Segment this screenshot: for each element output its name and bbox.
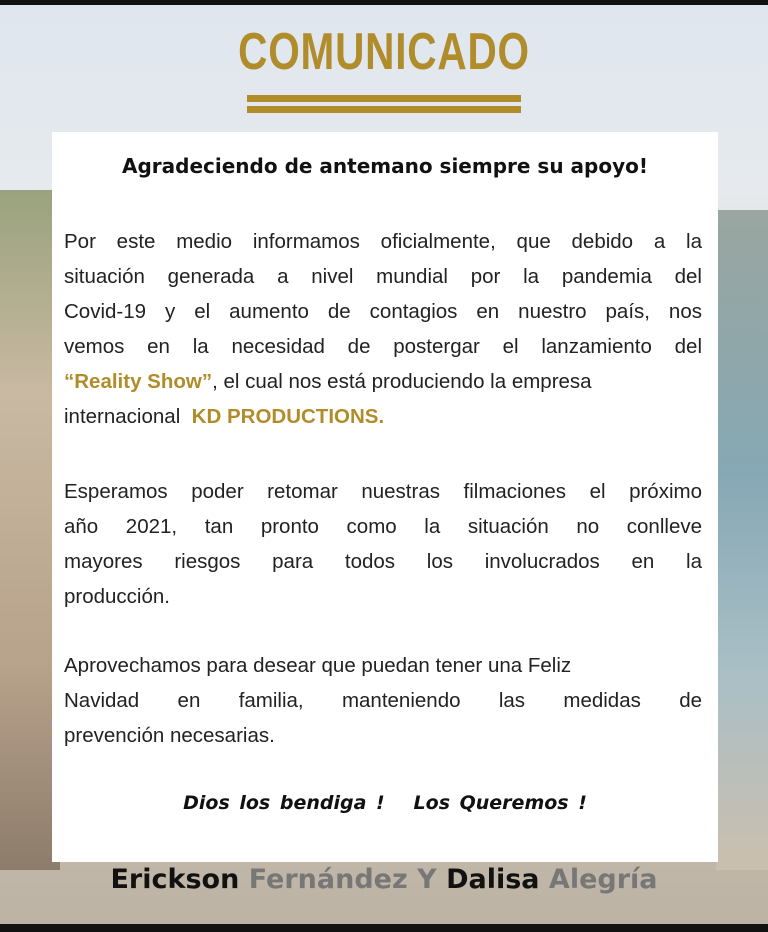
title-rule [247,106,521,113]
signature [0,864,768,895]
paragraph-line: vemos en la necesidad de postergar el lanzamiento del [64,335,702,358]
paragraph-line: Por este medio informamos oficialmente, que debido a la [64,230,702,253]
paragraph-line: año 2021, tan pronto como la situación no conlleve [64,515,702,538]
title-rule [247,95,521,102]
paragraph-line: producción. [64,585,170,608]
page-title: COMUNICADO [238,23,530,81]
paragraph-text: internacional [64,405,181,428]
signature-conjunction: Y [417,864,437,895]
paragraph-line: Aprovechamos para desear que puedan tener una Feliz [64,654,572,677]
signature-name: Dalisa [446,864,540,895]
paragraph-line: situación generada a nivel mundial por la pandemia del [64,265,702,288]
statement-heading: Agradeciendo de antemano siempre su apoyo! [122,154,648,178]
background-sea [716,210,768,870]
paragraph-line [64,405,702,429]
paragraph-line: Esperamos poder retomar nuestras filmaciones el próximo [64,480,702,503]
signature-name: Erickson [110,864,240,895]
paragraph-line: prevención necesarias. [64,724,275,747]
paragraph-line: Covid-19 y el aumento de contagios en nuestro país, nos [64,300,702,323]
paragraph-text: , el cual nos está produciendo la empresa [212,370,592,393]
paragraph-line: Navidad en familia, manteniendo las medidas de [64,689,702,712]
signature-surname: Fernández [248,864,408,895]
bottom-border [0,924,768,932]
signature-surname: Alegría [548,864,658,895]
statement-card [52,132,718,862]
closing-line: Dios los bendiga ! Los Queremos ! [183,792,587,814]
paragraph-line: mayores riesgos para todos los involucrados en la [64,550,702,573]
company-highlight: KD PRODUCTIONS. [191,405,385,428]
top-border [0,0,768,5]
background-rocks [0,190,60,870]
paragraph-line [64,370,702,394]
reality-show-highlight: “Reality Show” [64,370,213,393]
